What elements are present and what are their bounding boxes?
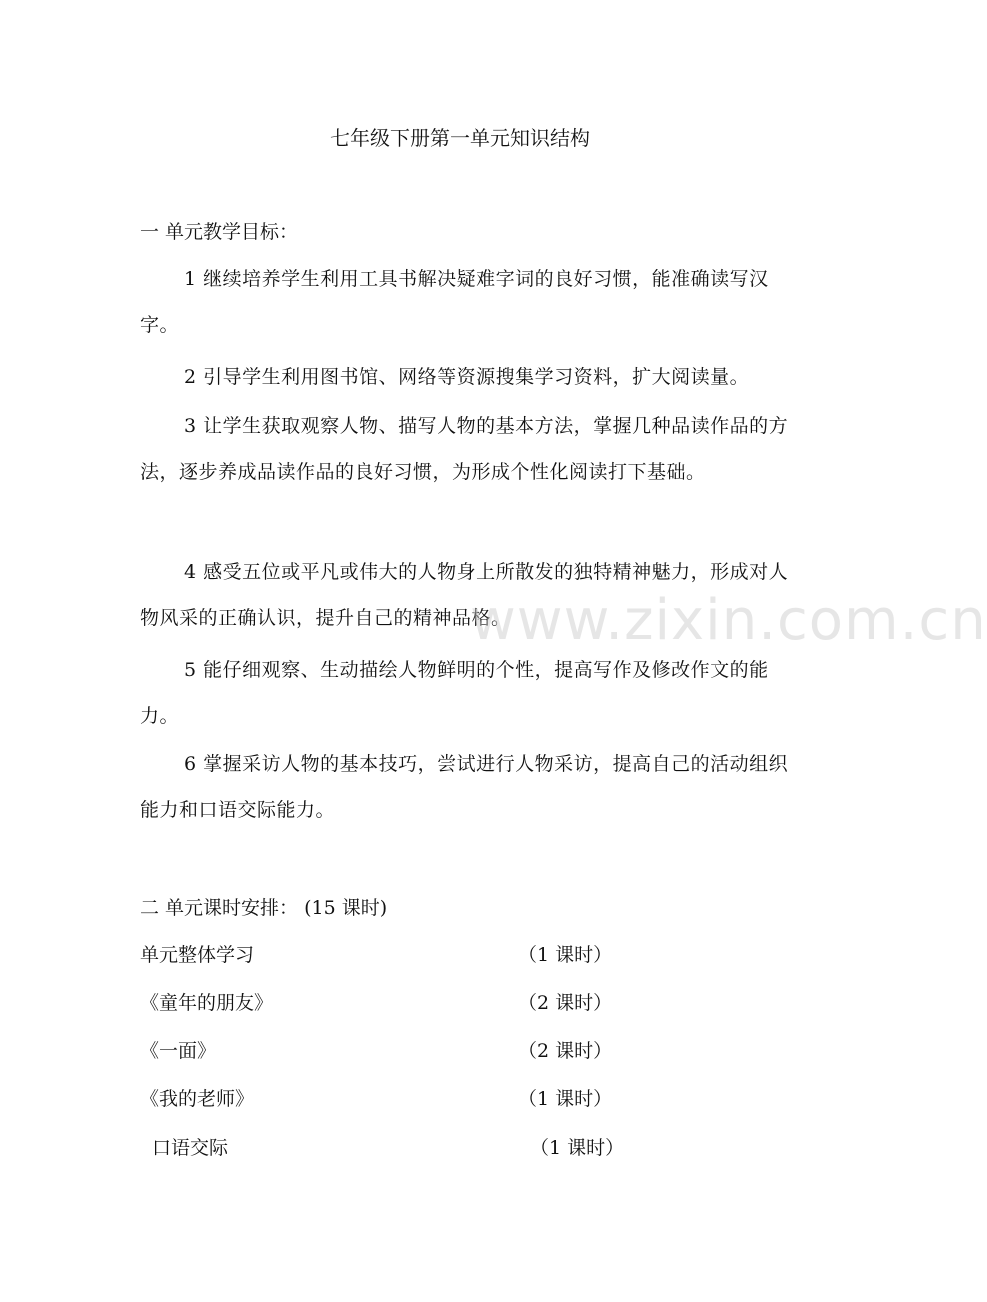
goal-item-3: 3 让学生获取观察人物、描写人物的基本方法，掌握几种品读作品的方法，逐步养成品读作品的良好习惯，为形成个性化阅读打下基础。 — [140, 415, 789, 483]
document-title: 七年级下册第一单元知识结构 — [330, 126, 590, 150]
lesson-hours: （1 课时） — [530, 1137, 625, 1159]
section-heading-schedule: 二 单元课时安排： (15 课时) — [140, 897, 388, 919]
lesson-hours: （2 课时） — [518, 1040, 613, 1062]
lesson-name: 《童年的朋友》 — [140, 992, 274, 1014]
goal-item-2: 2 引导学生利用图书馆、网络等资源搜集学习资料，扩大阅读量。 — [184, 366, 750, 388]
lesson-name: 《我的老师》 — [140, 1088, 255, 1110]
lesson-name: 单元整体学习 — [140, 944, 255, 966]
lesson-name: 口语交际 — [152, 1137, 229, 1159]
lesson-hours: （2 课时） — [518, 992, 613, 1014]
lesson-hours: （1 课时） — [518, 944, 613, 966]
lesson-name: 《一面》 — [140, 1040, 217, 1062]
goal-item-5: 5 能仔细观察、生动描绘人物鲜明的个性，提高写作及修改作文的能力。 — [140, 659, 769, 727]
goal-item-4: 4 感受五位或平凡或伟大的人物身上所散发的独特精神魅力，形成对人物风采的正确认识，提升自己的精神品格。 — [140, 561, 789, 629]
goal-item-6: 6 掌握采访人物的基本技巧，尝试进行人物采访，提高自己的活动组织能力和口语交际能力。 — [140, 753, 789, 821]
goal-item-1: 1 继续培养学生利用工具书解决疑难字词的良好习惯，能准确读写汉字。 — [140, 268, 769, 336]
lesson-hours: （1 课时） — [518, 1088, 613, 1110]
watermark: www.zixin.com.cn — [470, 588, 987, 653]
section-heading-goals: 一 单元教学目标： — [140, 221, 299, 243]
